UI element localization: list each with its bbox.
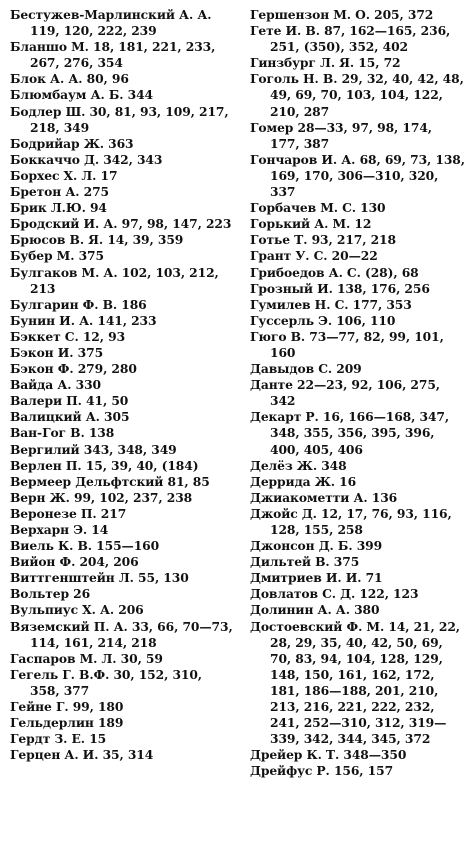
- index-entry: [250, 297, 465, 313]
- index-entry: [10, 538, 235, 554]
- index-entry-name: Бретон А.: [10, 184, 80, 200]
- index-entry-name: Брик Л.Ю.: [10, 200, 86, 216]
- index-entry: [250, 71, 465, 119]
- index-entry: [10, 377, 235, 393]
- index-entry-pages: 41, 50: [86, 393, 129, 409]
- index-entry-name: Гельдерлин: [10, 715, 94, 731]
- index-entry-pages: 130: [360, 200, 386, 216]
- index-entry-pages: 18, 181, 221, 233, 267, 276, 354: [30, 39, 216, 71]
- index-entry: [10, 297, 235, 313]
- index-entry-pages: 102, 103, 212, 213: [30, 264, 219, 296]
- index-entry: [250, 152, 465, 200]
- index-entry-name: Бодлер Ш.: [10, 103, 86, 119]
- index-entry-name: Боккаччо Д.: [10, 151, 100, 167]
- index-entry-name: Верн Ж.: [10, 489, 70, 505]
- index-entry-name: Веронезе П.: [10, 505, 97, 521]
- index-entry-name: Довлатов С. Д.: [250, 586, 356, 602]
- index-entry-name: Бодрийар Ж.: [10, 135, 104, 151]
- index-entry-name: Бэкон И.: [10, 344, 74, 360]
- index-entry-name: Бубер М.: [10, 248, 75, 264]
- index-entry-name: Давыдов С.: [250, 361, 333, 377]
- index-entry: [250, 361, 465, 377]
- index-entry-pages: 206: [118, 602, 144, 618]
- index-entry-name: Данте: [250, 377, 293, 393]
- index-entry: [10, 731, 235, 747]
- index-entry-pages: 14, 39, 359: [107, 232, 184, 248]
- index-entry: [250, 200, 465, 216]
- index-entry: [10, 71, 235, 87]
- index-entry-name: Джиакометти А.: [250, 489, 368, 505]
- index-entry-pages: 399: [356, 538, 383, 554]
- index-entry-pages: 363: [108, 135, 134, 151]
- index-entry: [10, 248, 235, 264]
- index-entry-pages: 30, 59: [120, 650, 163, 666]
- index-entry: [250, 506, 465, 538]
- index-entry-pages: 14: [91, 522, 109, 537]
- index-entry-name: Гершензон М. О.: [250, 7, 370, 22]
- index-entry-name: Виттгенштейн Л.: [10, 570, 134, 586]
- index-entry-name: Гаспаров М. Л.: [10, 650, 117, 666]
- index-entry: [10, 667, 235, 699]
- index-entry-pages: 15, 39, 40, (184): [85, 457, 199, 473]
- index-entry-name: Верхарн Э.: [10, 522, 88, 537]
- index-entry: [10, 715, 235, 731]
- index-entry-name: Вийон Ф.: [10, 554, 76, 570]
- index-entry: [250, 248, 465, 264]
- index-entry-name: Гомер: [250, 119, 294, 135]
- index-entry-pages: 342, 343: [103, 151, 163, 167]
- index-entry-name: Валицкий А.: [10, 409, 100, 425]
- index-entry: [10, 7, 235, 39]
- index-entry: [10, 490, 235, 506]
- index-entry: [10, 651, 235, 667]
- index-entry: [10, 393, 235, 409]
- index-entry-name: Деррида Ж.: [250, 473, 335, 489]
- index-entry-name: Вермеер Дельфтский: [10, 473, 164, 489]
- index-entry: [250, 313, 465, 329]
- index-entry-pages: 22—23, 92, 106, 275, 342: [270, 377, 440, 409]
- index-entry-name: Гете И. В.: [250, 23, 320, 39]
- index-entry-name: Вяземский П. А.: [10, 618, 128, 634]
- index-entry: [250, 602, 465, 618]
- index-entry-name: Горбачев М. С.: [250, 200, 356, 216]
- index-entry: [10, 136, 235, 152]
- index-entry-pages: 279, 280: [77, 361, 137, 377]
- index-entry-name: Валери П.: [10, 393, 82, 409]
- index-entry: [10, 313, 235, 329]
- index-entry: [250, 329, 465, 361]
- index-entry-name: Дрейер К. Т.: [250, 747, 340, 763]
- index-entry-pages: 138, 176, 256: [336, 280, 430, 296]
- index-entry: [10, 87, 235, 103]
- index-entry: [10, 554, 235, 570]
- index-entry: [10, 699, 235, 715]
- index-entry: [10, 442, 235, 458]
- index-entry: [250, 619, 465, 748]
- index-entry-pages: 29, 32, 40, 42, 48, 49, 69, 70, 103, 104, 122, 210, 287: [270, 71, 464, 119]
- index-entry-pages: 55, 130: [138, 570, 189, 586]
- index-entry-pages: 141, 233: [97, 312, 157, 328]
- index-entry-pages: 80, 96: [86, 71, 129, 87]
- index-entry: [10, 265, 235, 297]
- index-entry-name: Вульпиус Х. А.: [10, 602, 115, 618]
- index-entry-name: Дильтей В.: [250, 554, 330, 570]
- index-entry: [10, 506, 235, 522]
- index-entry: [10, 474, 235, 490]
- index-entry: [250, 409, 465, 457]
- index-entry-pages: 35, 314: [102, 747, 154, 763]
- index-entry-pages: 122, 123: [359, 586, 419, 602]
- index-entry-name: Борхес Х. Л.: [10, 167, 97, 183]
- index-entry-pages: 33, 66, 70—73, 114, 161, 214, 218: [30, 618, 233, 650]
- index-entry-pages: 15: [89, 731, 107, 747]
- index-entry-pages: 17: [100, 167, 118, 183]
- index-entry: [10, 458, 235, 474]
- index-entry-pages: 16: [339, 473, 357, 489]
- index-entry-pages: 12: [354, 216, 372, 232]
- index-entry-name: Гуссерль Э.: [250, 312, 333, 328]
- index-entry-pages: 177, 353: [352, 296, 412, 312]
- index-entry-pages: 73—77, 82, 99, 101, 160: [270, 328, 444, 360]
- index-entry: [10, 361, 235, 377]
- index-entry-name: Джонсон Д. Б.: [250, 538, 353, 554]
- index-entry: [250, 377, 465, 409]
- index-entry: [250, 281, 465, 297]
- index-entry-name: Булгарин Ф. В.: [10, 296, 118, 312]
- index-entry: [10, 522, 235, 538]
- index-entry-name: Достоевский Ф. М.: [250, 618, 385, 634]
- index-entry: [10, 409, 235, 425]
- index-entry-name: Блюмбаум А. Б.: [10, 87, 124, 103]
- index-entry-name: Грозный И.: [250, 280, 333, 296]
- index-entry-pages: 375: [333, 554, 360, 570]
- index-entry-pages: 71: [365, 570, 383, 586]
- index-entry: [250, 490, 465, 506]
- index-entry: [10, 570, 235, 586]
- index-entry-name: Гердт З. Е.: [10, 731, 85, 747]
- index-entry: [10, 232, 235, 248]
- index-entry-pages: 99, 102, 237, 238: [74, 489, 193, 505]
- index-entry-name: Дрейфус Р.: [250, 763, 330, 779]
- index-entry-pages: 204, 206: [79, 554, 139, 570]
- index-entry-pages: 305: [104, 409, 130, 425]
- index-entry: [250, 554, 465, 570]
- index-entry-name: Гумилев Н. С.: [250, 296, 349, 312]
- index-entry: [10, 152, 235, 168]
- index-entry-pages: 16, 166—168, 347, 348, 355, 356, 395, 396, 400, 405, 406: [270, 409, 450, 457]
- index-entry-name: Грант У. С.: [250, 248, 328, 264]
- index-entry-pages: 26: [73, 586, 91, 602]
- index-entry-pages: 217: [100, 505, 127, 521]
- index-entry-name: Джойс Д.: [250, 505, 317, 521]
- index-entry-pages: 275: [83, 184, 109, 200]
- index-entry-name: Булгаков М. А.: [10, 264, 118, 280]
- index-entry-pages: 348—350: [343, 747, 407, 763]
- index-entry-pages: 189: [97, 715, 124, 731]
- index-entry-pages: 12, 93: [82, 328, 126, 344]
- index-entry-name: Долинин А. А.: [250, 602, 350, 618]
- index-entry-pages: 186: [121, 296, 147, 312]
- index-entry: [10, 345, 235, 361]
- index-entry-name: Виель К. В.: [10, 538, 92, 554]
- index-entry-name: Декарт Р.: [250, 409, 319, 425]
- index-entry: [250, 763, 465, 779]
- index-entry-name: Верлен П.: [10, 457, 82, 473]
- index-entry: [250, 474, 465, 490]
- index-entry-pages: 68, 69, 73, 138, 169, 170, 306—310, 320, 337: [270, 151, 465, 200]
- index-entry-name: Бэкон Ф.: [10, 361, 74, 377]
- index-entry-pages: 136: [371, 489, 398, 505]
- index-entry-pages: 375: [77, 344, 104, 360]
- index-entry: [250, 538, 465, 554]
- index-entry: [250, 265, 465, 281]
- index-entry: [10, 104, 235, 136]
- index-entry-name: Готье Т.: [250, 232, 308, 248]
- index-entry: [10, 747, 235, 763]
- index-entry: [10, 216, 235, 232]
- index-entry-pages: 209: [336, 361, 362, 377]
- index-entry-pages: 156, 157: [333, 763, 394, 779]
- index-entry-pages: 138: [88, 425, 115, 441]
- index-entry: [250, 747, 465, 763]
- index-entry-pages: 15, 72: [358, 55, 401, 71]
- index-entry: [250, 586, 465, 602]
- index-entry: [250, 23, 465, 55]
- index-entry-name: Гегель Г. В.Ф.: [10, 666, 110, 682]
- index-entry-pages: 94: [89, 200, 107, 216]
- index-entry: [10, 586, 235, 602]
- index-entry: [10, 602, 235, 618]
- index-entry-name: Вергилий: [10, 441, 80, 457]
- index-entry-name: Гейне Г.: [10, 699, 69, 715]
- index-entry-pages: 119, 120, 222, 239: [30, 23, 157, 39]
- index-entry: [10, 329, 235, 345]
- index-entry: [250, 120, 465, 152]
- index-entry: [10, 425, 235, 441]
- index-entry-pages: 205, 372: [374, 7, 434, 22]
- index-entry-pages: 93, 217, 218: [311, 232, 396, 248]
- index-entry-pages: 87, 162—165, 236, 251, (350), 352, 402: [270, 23, 451, 55]
- index-entry-pages: 28—33, 97, 98, 174, 177, 387: [270, 119, 432, 151]
- index-entry-pages: 375: [78, 248, 104, 264]
- index-entry-pages: (28), 68: [365, 264, 419, 280]
- index-entry-pages: 155—160: [96, 538, 160, 554]
- index-entry-name: Бестужев-Марлинский А. А.: [10, 7, 212, 22]
- index-entry-pages: 20—22: [331, 248, 378, 264]
- index-entry-pages: 343, 348, 349: [83, 441, 177, 457]
- index-entry-pages: 97, 98, 147, 223: [121, 216, 232, 232]
- index-entry-name: Гинзбург Л. Я.: [250, 55, 355, 71]
- index-entry-name: Дмитриев И. И.: [250, 570, 362, 586]
- index-entry-name: Бланшо М.: [10, 39, 89, 55]
- index-entry-name: Гончаров И. А.: [250, 151, 356, 167]
- index-entry-name: Брюсов В. Я.: [10, 232, 104, 248]
- index-entry-pages: 330: [75, 377, 101, 393]
- index-entry: [10, 619, 235, 651]
- index-entry-name: Герцен А. И.: [10, 747, 99, 763]
- index-entry: [250, 458, 465, 474]
- index-entry-name: Блок А. А.: [10, 71, 83, 87]
- index-entry-pages: 380: [354, 602, 380, 618]
- index-entry-name: Вайда А.: [10, 377, 72, 393]
- index-column-right: [250, 7, 465, 780]
- index-entry-name: Гоголь Н. В.: [250, 71, 338, 87]
- index-entry-pages: 12, 17, 76, 93, 116, 128, 155, 258: [270, 505, 452, 537]
- index-entry: [250, 216, 465, 232]
- index-entry: [250, 7, 465, 23]
- index-entry-name: Делёз Ж.: [250, 457, 317, 473]
- index-column-left: [10, 7, 235, 763]
- index-entry-name: Бунин И. А.: [10, 312, 94, 328]
- index-entry: [10, 200, 235, 216]
- index-entry-pages: 348: [321, 457, 347, 473]
- index-entry: [250, 55, 465, 71]
- index-entry: [250, 570, 465, 586]
- index-entry-name: Гюго В.: [250, 328, 306, 344]
- index-entry-name: Вольтер: [10, 586, 69, 602]
- index-entry: [10, 184, 235, 200]
- index-entry-name: Грибоедов А. С.: [250, 264, 361, 280]
- index-entry-pages: 81, 85: [167, 473, 210, 489]
- index-entry-pages: 30, 152, 310, 358, 377: [30, 666, 202, 698]
- index-entry: [10, 168, 235, 184]
- index-entry-name: Горький А. М.: [250, 216, 351, 232]
- index-entry-pages: 30, 81, 93, 109, 217, 218, 349: [30, 103, 229, 135]
- index-entry-pages: 344: [127, 87, 154, 103]
- index-entry-pages: 106, 110: [336, 312, 396, 328]
- index-entry-name: Бэккет С.: [10, 328, 79, 344]
- index-entry-pages: 99, 180: [72, 699, 124, 715]
- index-entry: [250, 232, 465, 248]
- index-entry-name: Бродский И. А.: [10, 216, 118, 232]
- index-entry-name: Ван-Гог В.: [10, 425, 85, 441]
- index-entry: [10, 39, 235, 71]
- index-entry-pages: 14, 21, 22, 28, 29, 35, 40, 42, 50, 69, 70, 83, 94, 104, 128, 129, 148, 150, 161, 162, 172, 181, 186—188, 201, 210, 213, 216, 221, 222, 232, 241, 252—310, 312, 319—339, 342, 344, 345, 372: [270, 618, 460, 747]
